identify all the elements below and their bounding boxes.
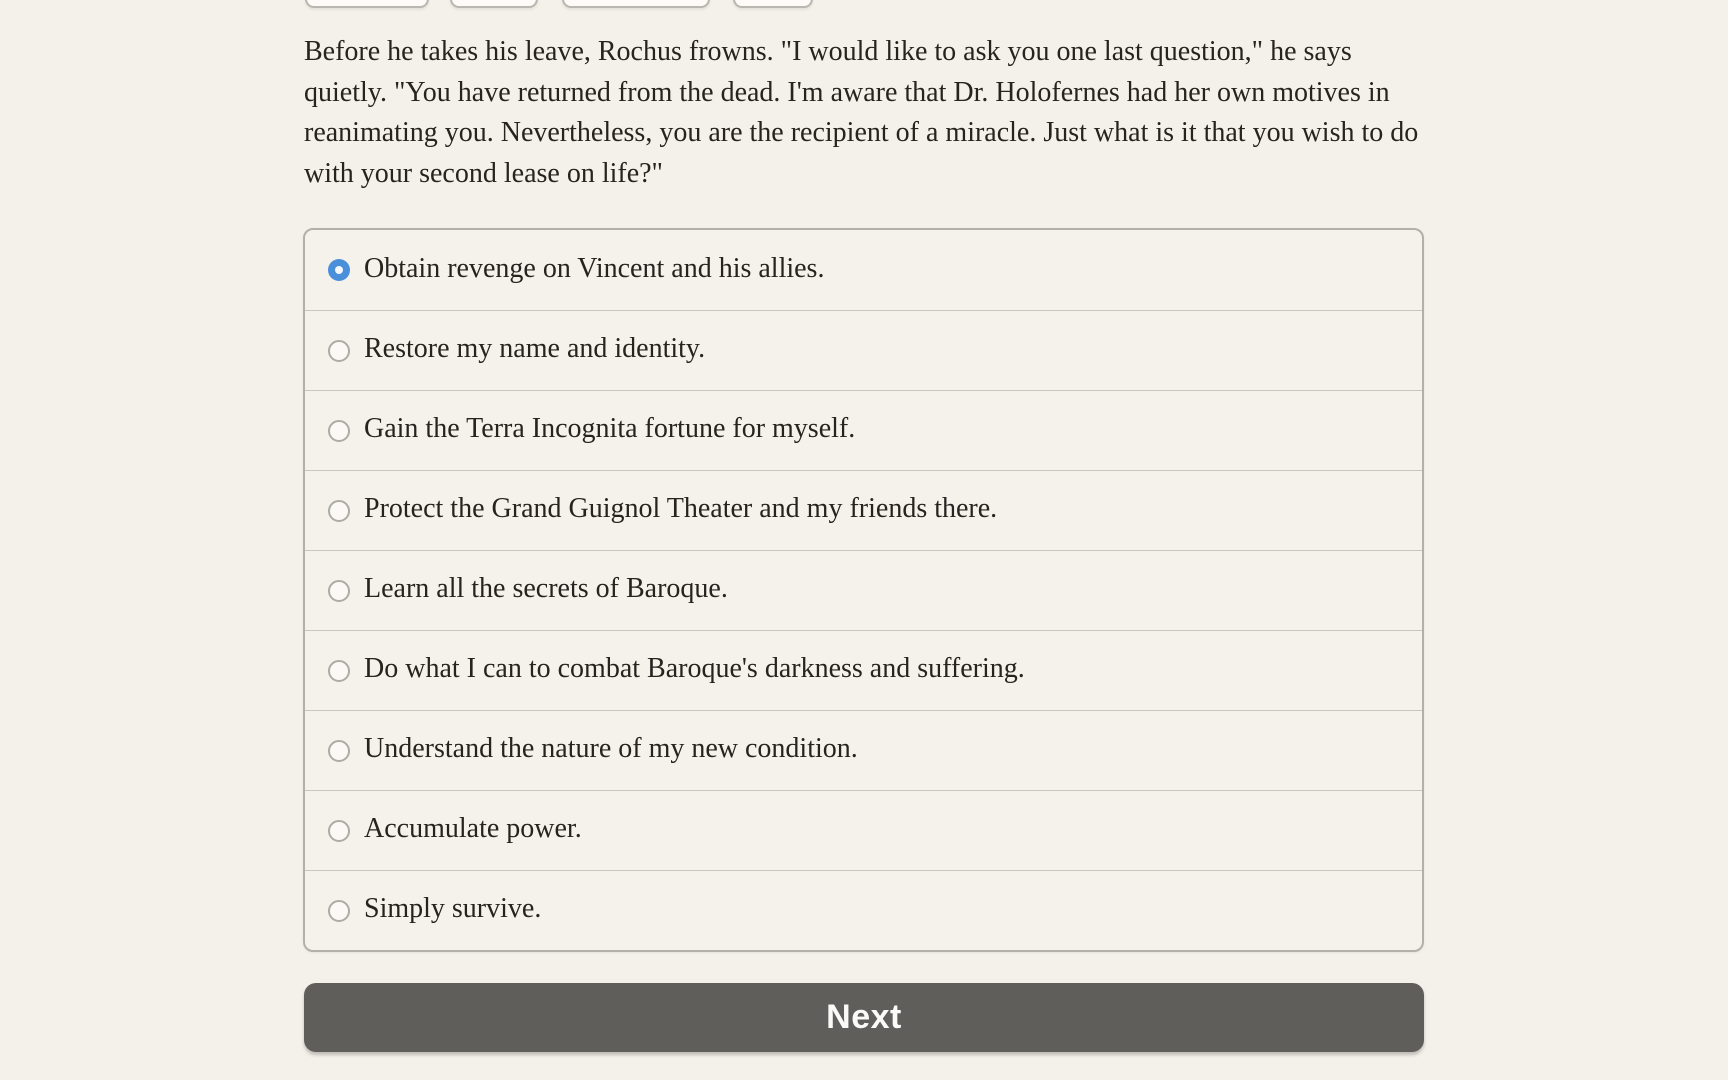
choice-label: Learn all the secrets of Baroque.	[364, 573, 728, 604]
choice-label: Do what I can to combat Baroque's darkness and suffering.	[364, 653, 1025, 684]
choice-label: Understand the nature of my new condition.	[364, 733, 858, 764]
radio-button-selected-icon[interactable]	[328, 259, 350, 281]
radio-button-icon[interactable]	[328, 660, 350, 682]
radio-button-icon[interactable]	[328, 580, 350, 602]
choice-row-2[interactable]	[305, 390, 1422, 470]
choice-label: Restore my name and identity.	[364, 333, 706, 364]
choice-row-5[interactable]	[305, 630, 1422, 710]
choice-row-1[interactable]	[305, 310, 1422, 390]
choice-label: Obtain revenge on Vincent and his allies.	[364, 252, 825, 284]
top-button-4[interactable]	[733, 0, 813, 8]
top-button-2[interactable]	[450, 0, 538, 8]
choices-list	[303, 228, 1424, 952]
radio-button-icon[interactable]	[328, 340, 350, 362]
choice-label: Gain the Terra Incognita fortune for myself.	[364, 413, 856, 444]
radio-button-icon[interactable]	[328, 900, 350, 922]
choice-row-6[interactable]	[305, 710, 1422, 790]
radio-button-icon[interactable]	[328, 820, 350, 842]
choice-row-0[interactable]	[305, 230, 1422, 310]
choice-row-4[interactable]	[305, 550, 1422, 630]
choice-label: Accumulate power.	[364, 813, 582, 844]
choice-row-3[interactable]	[305, 470, 1422, 550]
choice-label: Simply survive.	[364, 893, 542, 924]
top-button-1[interactable]	[305, 0, 429, 8]
radio-button-icon[interactable]	[328, 500, 350, 522]
top-button-3[interactable]	[562, 0, 710, 8]
next-button[interactable]: Next	[304, 983, 1424, 1052]
choice-label: Protect the Grand Guignol Theater and my friends there.	[364, 493, 998, 524]
radio-button-icon[interactable]	[328, 420, 350, 442]
radio-button-icon[interactable]	[328, 740, 350, 762]
choice-row-8[interactable]	[305, 870, 1422, 950]
story-paragraph: Before he takes his leave, Rochus frowns. "I would like to ask you one last question," he says quietly. "You have returned from the dead. I'm aware that Dr. Holofernes had her own motives in reanimating you. Nevertheless, you are the recipient of a miracle. Just what is it that you wish to do with your second lease on life?"	[304, 36, 1419, 189]
choice-row-7[interactable]	[305, 790, 1422, 870]
